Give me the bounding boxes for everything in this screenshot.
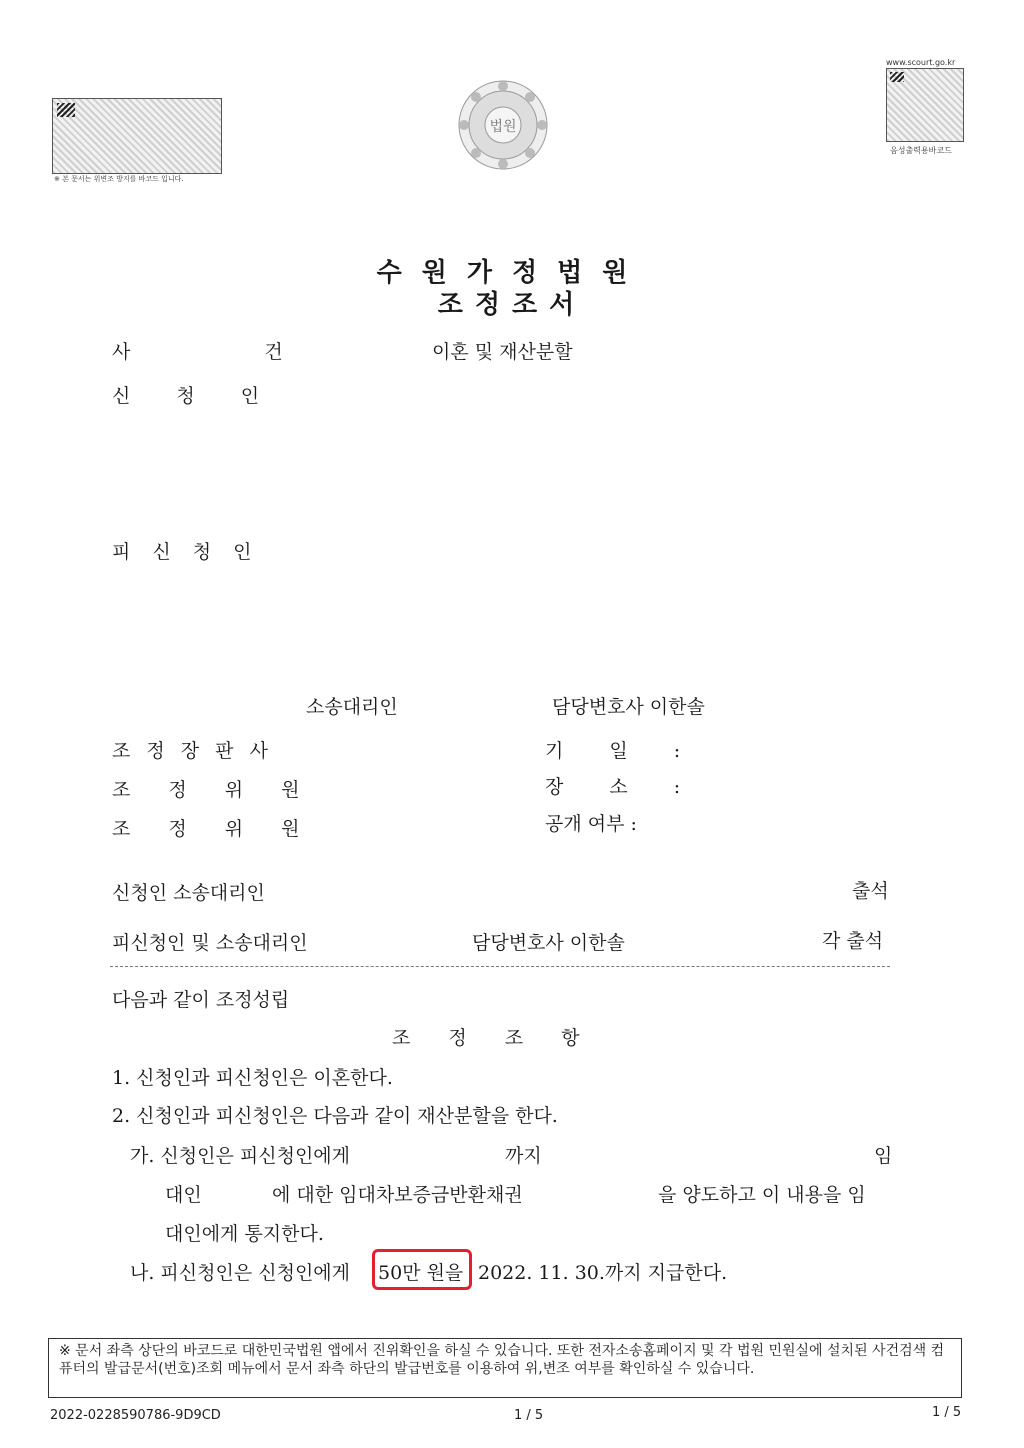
authenticity-barcode: [52, 98, 222, 174]
respondent-label: 피 신 청 인: [112, 541, 260, 563]
issue-number: 2022-0228590786-9D9CD: [50, 1408, 221, 1423]
case-value: 이혼 및 재산분할: [432, 341, 573, 363]
agent-label: 소송대리인: [306, 696, 398, 718]
applicant-agent: 신청인 소송대리인: [112, 882, 265, 904]
place-label: 장 소 :: [545, 776, 701, 798]
court-name: 수원가정법원: [376, 258, 648, 288]
intro-text: 다음과 같이 조정성립: [112, 989, 290, 1011]
amount-highlight-box: [372, 1249, 472, 1290]
voice-output-barcode: [886, 68, 964, 142]
voice-barcode-caption: 음성출력용바코드: [890, 146, 952, 155]
mediator-label-2: 조 정 위 원: [112, 818, 316, 840]
divider: [110, 966, 890, 967]
clause-ga-line2-a: 대인: [165, 1184, 202, 1206]
clause-na-part1: 나. 피신청인은 신청인에게: [130, 1262, 351, 1284]
section-title: 조 정 조 항: [392, 1027, 596, 1049]
clause-ga-part2: 까지: [505, 1145, 542, 1167]
agent-attorney: 담당변호사 이한솔: [552, 696, 705, 718]
date-label: 기 일 :: [545, 740, 701, 762]
clause-ga-part3: 임: [874, 1145, 893, 1167]
barcode-caption: ※ 본 문서는 위변조 방지를 바코드 입니다.: [54, 175, 184, 183]
clause-ga-line2-b: 에 대한 임대차보증금반환채권: [272, 1184, 523, 1206]
clause-1: 1. 신청인과 피신청인은 이혼한다.: [112, 1067, 393, 1089]
scourt-url: www.scourt.go.kr: [886, 58, 956, 67]
clause-na-amount: 50만 원을: [378, 1262, 464, 1284]
authenticity-notice: ※ 문서 좌측 상단의 바코드로 대한민국법원 앱에서 진위확인을 하실 수 있습니다. 또한 전자소송홈페이지 및 각 법원 민원실에 설치된 사건검색 컴퓨터의 발급문서(번호)조회 메뉴에서 문서 좌측 하단의 발급번호를 이용하여 위,변조 여부를 확인하실 수 있습니다.: [48, 1338, 962, 1398]
mediator-label-1: 조 정 위 원: [112, 779, 316, 801]
clause-ga-line2-c: 을 양도하고 이 내용을 임: [658, 1184, 866, 1206]
clause-ga-part1: 가. 신청인은 피신청인에게: [130, 1145, 351, 1167]
case-label: 사 건: [112, 341, 347, 363]
judge-label: 조 정 장 판 사: [112, 740, 273, 762]
page-number-right: 1 / 5: [932, 1405, 962, 1420]
clause-na-part2: 2022. 11. 30.까지 지급한다.: [478, 1262, 728, 1284]
clause-ga-line3: 대인에게 통지한다.: [165, 1223, 324, 1245]
respondent-agent: 피신청인 및 소송대리인: [112, 932, 308, 954]
respondent-status: 각 출석: [822, 930, 884, 952]
document-title: 조정조서: [437, 290, 587, 320]
clause-2: 2. 신청인과 피신청인은 다음과 같이 재산분할을 한다.: [112, 1105, 558, 1127]
page-number-center: 1 / 5: [514, 1408, 544, 1423]
court-seal-icon: [456, 78, 550, 172]
respondent-attorney: 담당변호사 이한솔: [472, 932, 625, 954]
seal-label: 법원: [489, 119, 517, 135]
applicant-status: 출석: [852, 880, 889, 902]
public-label: 공개 여부 :: [545, 813, 637, 835]
applicant-label: 신 청 인: [112, 385, 280, 407]
